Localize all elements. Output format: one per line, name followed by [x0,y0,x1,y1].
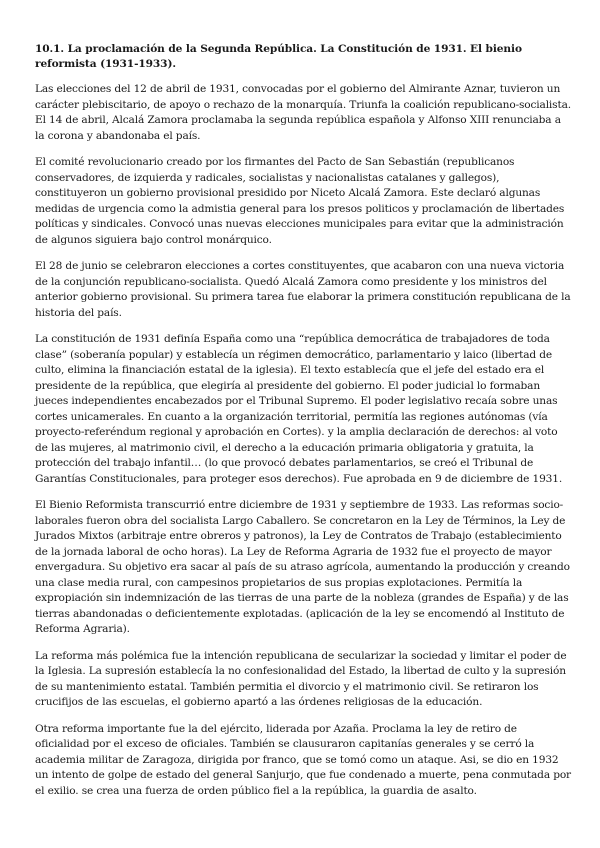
paragraph-religious-reform: La reforma más polémica fue la intención republicana de secularizar la sociedad y limitar el poder de la Iglesia. La supresión establecía la no confesionalidad del Estado, la libertad de culto y la supresión de su mantenimiento estatal. También permitia el divorcio y el matrimonio civil. Se retiraron los crucifijos de las escuelas, el gobierno apartó a las órdenes religiosas de la educación. [35,649,567,708]
section-heading: 10.1. La proclamación de la Segunda República. La Constitución de 1931. El bienio reformista (1931-1933). [35,43,522,70]
paragraph-military-reform: Otra reforma importante fue la del ejército, liderada por Azaña. Proclama la ley de retiro de oficialidad por el exceso de oficiales. También se clausuraron capitanías generales y se cerró la academia militar de Zaragoza, dirigida por franco, que se tomó como un ataque. Asi, se dio en 1932 un intento de golpe de estado del general Sanjurjo, que fue condenado a muerte, pena conmutada por el exilio. se crea una fuerza de orden público fiel a la república, la guardia de asalto. [35,722,571,797]
document-page [35,42,573,810]
paragraph-constitution-1931: La constitución de 1931 definía España como una “república democrática de trabajadores de toda clase” (soberanía popular) y establecía un régimen democrático, parlamentario y laico (libertad de culto, elimina la financiación estatal de la iglesia). El texto establecía que el jefe del estado era el presidente de la república, que elegiría al presidente del gobierno. El poder judicial lo formaban jueces independientes encabezados por el Tribunal Supremo. El poder legislativo recaía sobre unas cortes unicamerales. En cuanto a la organización territorial, permitía las regiones autónomas (vía proyecto-referéndum regional y aprobación en Cortes). y la amplia declaración de derechos: al voto de las mujeres, al matrimonio civil, el derecho a la educación primaria obligatoria y gratuita, la protección del trabajo infantil… (lo que provocó debates parlamentarios, se creó el Tribunal de Garantías Constitucionales, para proteger esos derechos). Fue aprobada en 9 de diciembre de 1931. [35,333,563,485]
paragraph-elections-1931: Las elecciones del 12 de abril de 1931, convocadas por el gobierno del Almirante Aznar, tuvieron un carácter plebiscitario, de apoyo o rechazo de la monarquía. Triunfa la coalición republicano-socialista. El 14 de abril, Alcalá Zamora proclamaba la segunda república española y Alfonso XIII renunciaba a la corona y abandonaba el país. [35,83,571,142]
paragraph-provisional-government: El comité revolucionario creado por los firmantes del Pacto de San Sebastián (republicanos conservadores, de izquierda y radicales, socialistas y nacionalistas catalanes y gallegos), constituyeron un gobierno provisional presidido por Niceto Alcalá Zamora. Este declaró algunas medidas de urgencia como la admistia general para los presos politicos y proclamación de libertades políticas y sindicales. Convocó unas nuevas elecciones municipales para evitar que la administración de algunos siguiera bajo control monárquico. [35,156,565,246]
paragraph-constituent-elections: El 28 de junio se celebraron elecciones a cortes constituyentes, que acabaron con una nueva victoria de la conjunción republicano-socialista. Quedó Alcalá Zamora como presidente y los ministros del anterior gobierno provisional. Su primera tarea fue elaborar la primera constitución republicana de la historia del país. [35,260,571,319]
paragraph-bienio-reformista: El Bienio Reformista transcurrió entre diciembre de 1931 y septiembre de 1933. Las reformas socio-laborales fueron obra del socialista Largo Caballero. Se concretaron en la Ley de Términos, la Ley de Jurados Mixtos (arbitraje entre obreros y patronos), la Ley de Contratos de Trabajo (establecimiento de la jornada laboral de ocho horas). La Ley de Reforma Agraria de 1932 fue el proyecto de mayor envergadura. Su objetivo era sacar al país de su atraso agrícola, aumentando la producción y creando una clase media rural, con campesinos propietarios de sus propias explotaciones. Permitía la expropiación sin indemnización de las tierras de una parte de la nobleza (grandes de España) y de las tierras abandonadas o deficientemente explotadas. (aplicación de la ley se encomendó al Instituto de Reforma Agraria). [35,499,570,635]
